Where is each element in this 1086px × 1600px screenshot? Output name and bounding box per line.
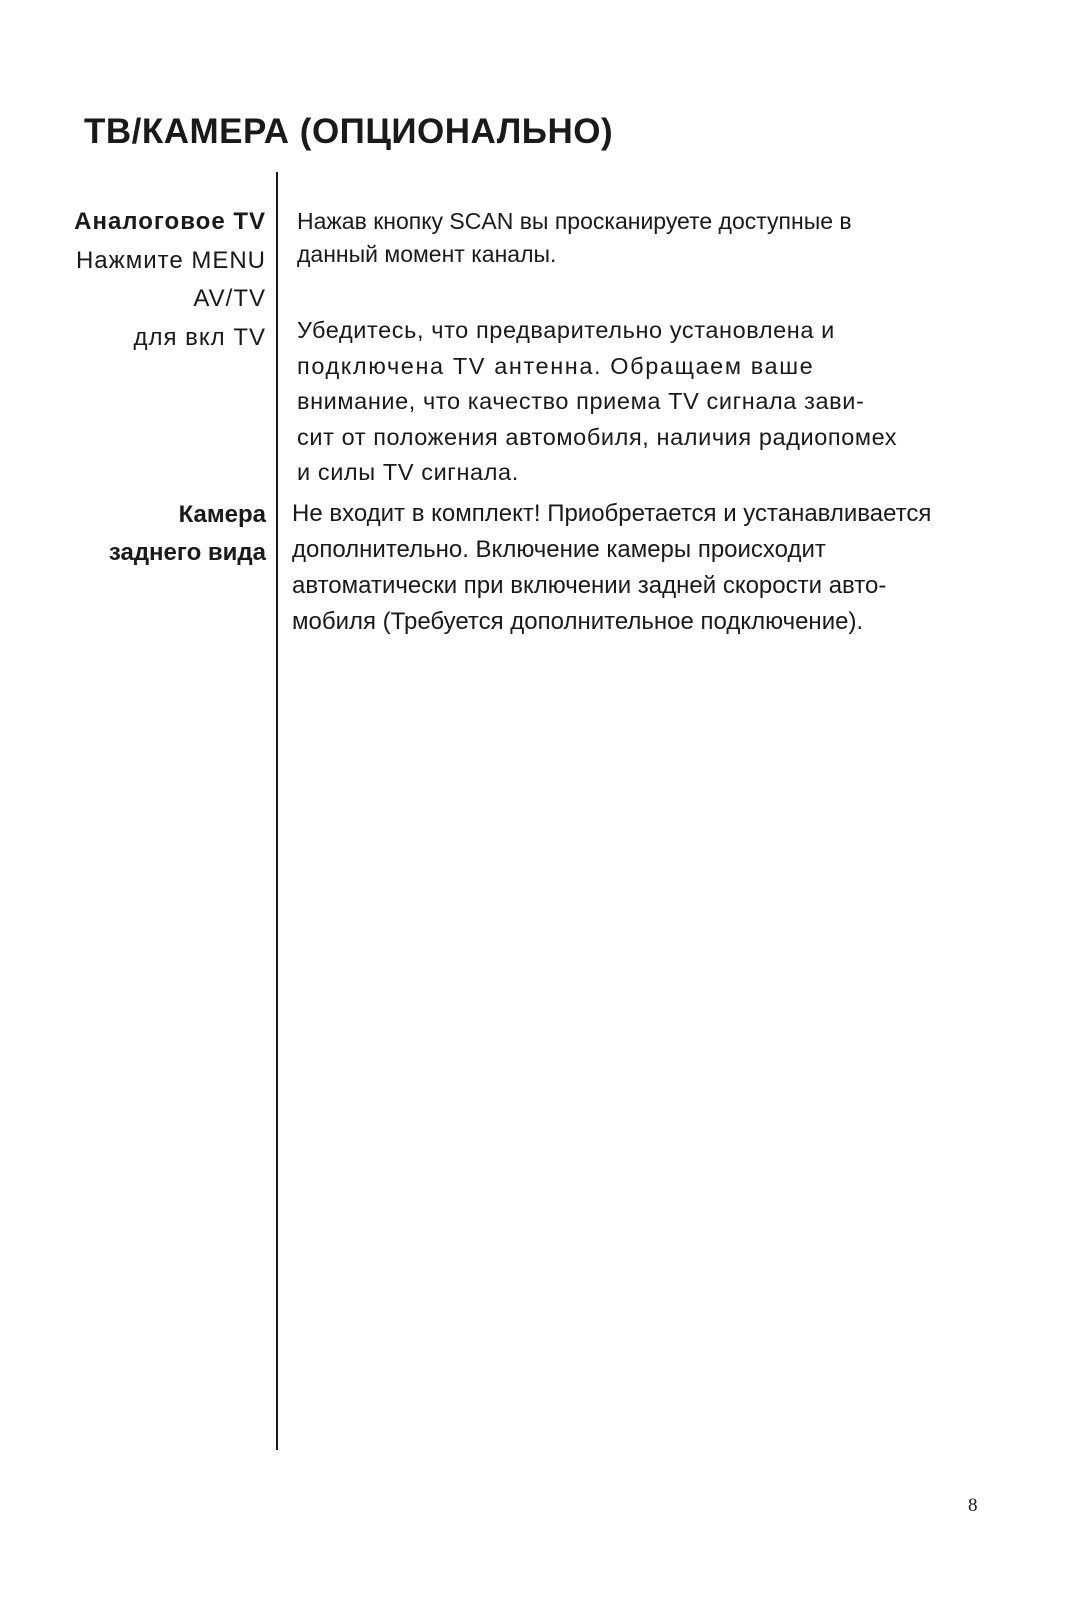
scan-paragraph-line: данный момент каналы. [297,241,557,267]
antenna-paragraph-line: Убедитесь, что предварительно установлена и [297,317,835,343]
analog-tv-heading: Аналоговое TV [74,208,266,235]
rear-camera-heading-line: Камера [178,501,266,528]
rear-camera-paragraph [292,496,931,640]
analog-tv-instruction-line: AV/TV [193,285,266,312]
scan-paragraph [297,205,852,271]
scan-paragraph-line: Нажав кнопку SCAN вы просканируете доступные в [297,208,852,234]
rear-camera-paragraph-line: мобиля (Требуется дополнительное подключение). [292,608,864,635]
antenna-paragraph-line: подключена TV антенна. Обращаем ваше [297,352,815,379]
antenna-paragraph-line: сит от положения автомобиля, наличия радиопомех [297,423,898,450]
antenna-paragraph-line: внимание, что качество приема TV сигнала зави- [297,388,865,414]
rear-camera-heading-line: заднего вида [108,539,266,566]
column-divider [276,172,278,1450]
rear-camera-paragraph-line: Не входит в комплект! Приобретается и устанавливается [292,500,932,527]
page-title: ТВ/КАМЕРА (ОПЦИОНАЛЬНО) [84,112,614,151]
rear-camera-paragraph-line: дополнительно. Включение камеры происходит [292,536,826,563]
page-number: 8 [968,1495,978,1516]
rear-camera-paragraph-line: автоматически при включении задней скорости авто- [292,572,887,599]
analog-tv-instruction-line: Нажмите MENU [75,246,266,274]
analog-tv-sidebar [74,203,266,357]
antenna-paragraph [297,313,897,491]
antenna-paragraph-line: и силы TV сигнала. [297,459,519,485]
rear-camera-sidebar [109,496,266,572]
analog-tv-instruction-line: для вкл TV [133,323,266,351]
